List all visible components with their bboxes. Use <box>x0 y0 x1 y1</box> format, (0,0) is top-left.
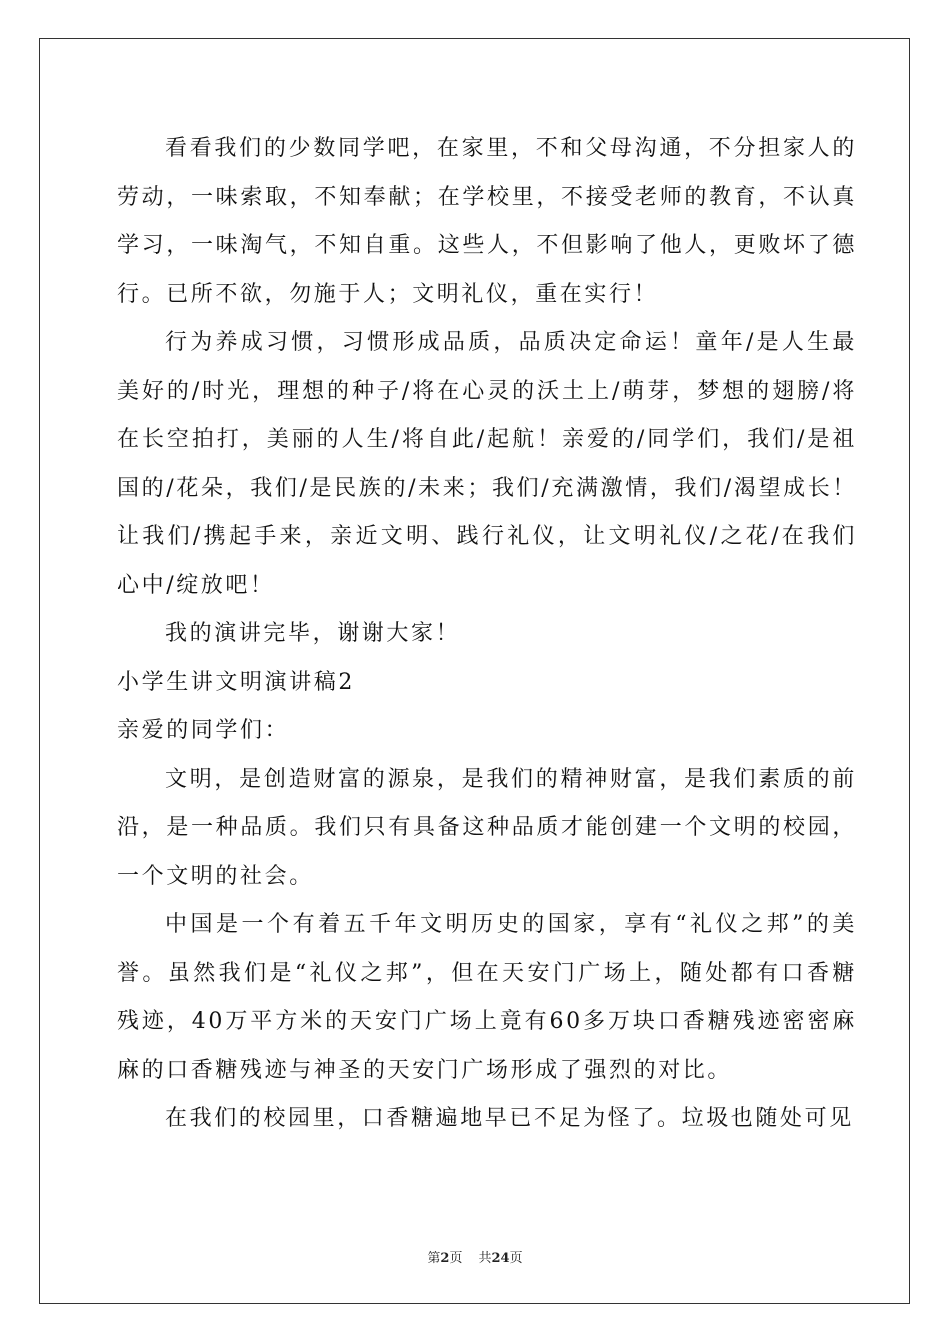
page-number: 2 <box>440 1251 450 1266</box>
total-prefix: 共 <box>478 1251 492 1266</box>
total-suffix: 页 <box>509 1251 523 1266</box>
paragraph-1: 看看我们的少数同学吧，在家里，不和父母沟通，不分担家人的劳动，一味索取，不知奉献；在学校里，不接受老师的教育，不认真学习，一味淘气，不知自重。这些人，不但影响了他人，更败坏了德行。已所不欲，勿施于人；文明礼仪，重在实行！ <box>117 136 857 307</box>
salutation: 亲爱的同学们： <box>117 718 290 743</box>
paragraph-6: 在我们的校园里，口香糖遍地早已不足为怪了。垃圾也随处可见 <box>165 1106 854 1131</box>
page-prefix: 第 <box>427 1251 441 1266</box>
page-suffix: 页 <box>449 1251 463 1266</box>
document-body <box>117 125 857 1144</box>
paragraph-4: 文明，是创造财富的源泉，是我们的精神财富，是我们素质的前沿，是一种品质。我们只有具备这种品质才能创建一个文明的校园，一个文明的社会。 <box>117 766 857 889</box>
page-footer <box>0 1247 950 1266</box>
paragraph-2: 行为养成习惯，习惯形成品质，品质决定命运！童年/是人生最美好的/时光，理想的种子/将在心灵的沃土上/萌芽，梦想的翅膀/将在长空拍打，美丽的人生/将自此/起航！亲爱的/同学们，我们/是祖国的/花朵，我们/是民族的/未来；我们/充满激情，我们/渴望成长！让我们/携起手来，亲近文明、践行礼仪，让文明礼仪/之花/在我们心中/绽放吧！ <box>117 330 857 598</box>
section-title: 小学生讲文明演讲稿2 <box>117 669 355 695</box>
paragraph-5: 中国是一个有着五千年文明历史的国家，享有“礼仪之邦”的美誉。虽然我们是“礼仪之邦”，但在天安门广场上，随处都有口香糖残迹，40万平方米的天安门广场上竟有60多万块口香糖残迹密密麻麻的口香糖残迹与神圣的天安门广场形成了强烈的对比。 <box>117 912 857 1083</box>
total-pages: 24 <box>491 1251 510 1266</box>
paragraph-3: 我的演讲完毕，谢谢大家！ <box>165 621 461 646</box>
